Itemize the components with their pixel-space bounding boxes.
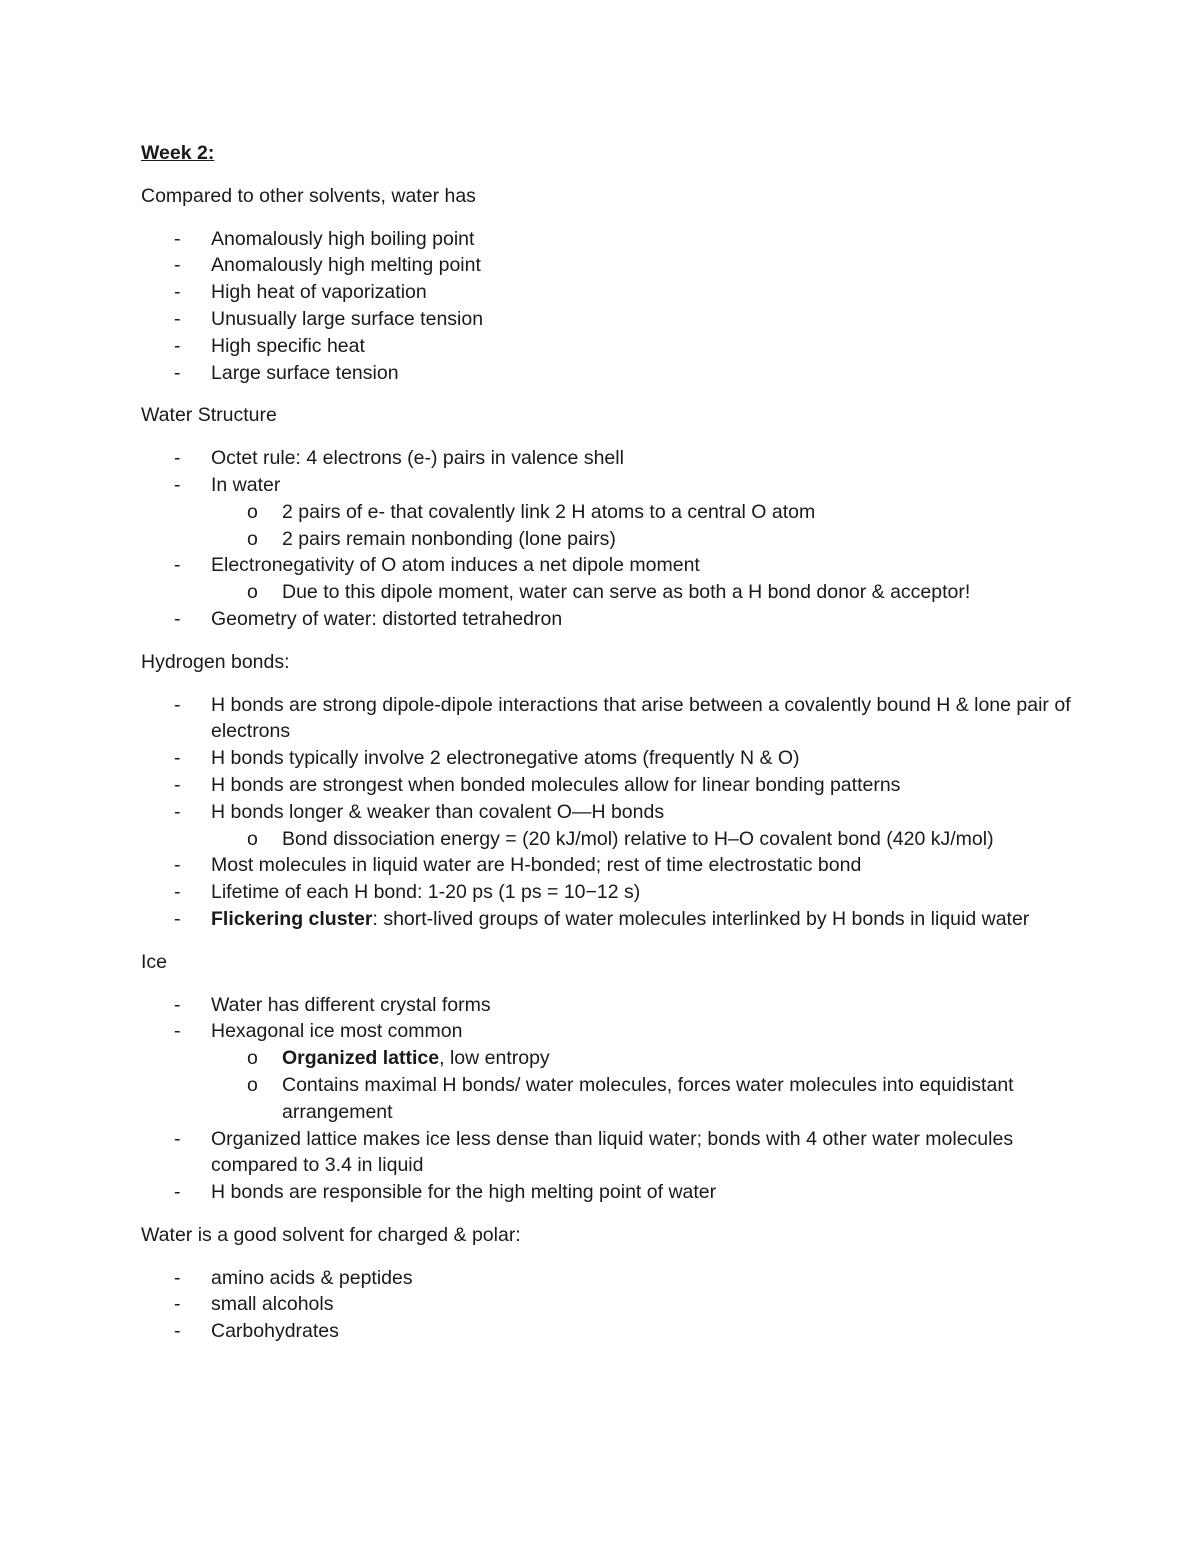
dash-bullet: - (174, 307, 181, 330)
bullet-list (141, 226, 1081, 387)
list-item-text: : short-lived groups of water molecules interlinked by H bonds in liquid water (372, 907, 1030, 930)
dash-bullet: - (174, 281, 181, 304)
sub-list-item-text: , low entropy (439, 1047, 550, 1070)
section-heading: Water is a good solvent for charged & polar: (141, 1223, 521, 1246)
sub-list-item-text: 2 pairs of e- that covalently link 2 H atoms to a central O atom (282, 500, 816, 523)
term-bold: Organized lattice (282, 1047, 440, 1070)
dash-bullet: - (174, 907, 181, 930)
dash-bullet: - (174, 554, 181, 577)
section-heading: Hydrogen bonds: (141, 650, 290, 673)
dash-bullet: - (174, 773, 181, 796)
sub-list-item-text: Bond dissociation energy = (20 kJ/mol) relative to H–O covalent bond (420 kJ/mol) (282, 827, 994, 850)
list-item (141, 852, 1081, 879)
dash-bullet: - (174, 361, 181, 384)
dash-bullet: - (174, 881, 181, 904)
list-item (141, 226, 1081, 253)
list-item (141, 445, 1081, 472)
list-item-text: Geometry of water: distorted tetrahedron (211, 607, 563, 630)
sub-list-item (211, 1045, 1081, 1072)
dash-bullet: - (174, 1181, 181, 1204)
term-bold: Flickering cluster (211, 907, 373, 930)
section-heading: Water Structure (141, 404, 277, 427)
sub-list-item (211, 1072, 1081, 1126)
circle-bullet: o (247, 500, 258, 523)
dash-bullet: - (174, 473, 181, 496)
sub-list (211, 826, 1081, 853)
circle-bullet: o (247, 827, 258, 850)
list-item (141, 333, 1081, 360)
sub-list-item-text: 2 pairs remain nonbonding (lone pairs) (282, 527, 616, 550)
dash-bullet: - (174, 854, 181, 877)
list-item-text: H bonds are responsible for the high melting point of water (211, 1181, 717, 1204)
list-item-text: Large surface tension (211, 361, 399, 384)
list-item (141, 306, 1081, 333)
list-item-text: High heat of vaporization (211, 281, 427, 304)
list-item-text: H bonds longer & weaker than covalent O—H bonds (211, 800, 665, 823)
dash-bullet: - (174, 993, 181, 1016)
sub-list-item (211, 826, 1081, 853)
sub-list (211, 579, 1081, 606)
sub-list-item (211, 526, 1081, 553)
list-item (141, 692, 1081, 746)
list-item (141, 472, 1081, 552)
list-item-text: Water has different crystal forms (211, 993, 491, 1016)
bullet-list (141, 445, 1081, 633)
bullet-list (141, 992, 1081, 1206)
sub-list (211, 1045, 1081, 1125)
dash-bullet: - (174, 1293, 181, 1316)
circle-bullet: o (247, 1073, 258, 1096)
list-item (141, 360, 1081, 387)
list-item (141, 552, 1081, 606)
list-item-text: Anomalously high melting point (211, 254, 481, 277)
list-item-text: In water (211, 473, 281, 496)
list-item-text: Lifetime of each H bond: 1-20 ps (1 ps = 10−12 s) (211, 881, 641, 904)
dash-bullet: - (174, 1020, 181, 1043)
sub-list (211, 499, 1081, 553)
list-item-text: H bonds are strongest when bonded molecules allow for linear bonding patterns (211, 773, 901, 796)
list-item (141, 1265, 1081, 1292)
dash-bullet: - (174, 1320, 181, 1343)
sub-list-item-text: Due to this dipole moment, water can serve as both a H bond donor & acceptor! (282, 581, 971, 604)
sub-list-item (211, 579, 1081, 606)
section-heading: Compared to other solvents, water has (141, 184, 476, 207)
list-item-text: H bonds typically involve 2 electronegative atoms (frequently N & O) (211, 747, 800, 770)
dash-bullet: - (174, 800, 181, 823)
list-item (141, 252, 1081, 279)
sub-list-item (211, 499, 1081, 526)
dash-bullet: - (174, 254, 181, 277)
dash-bullet: - (174, 693, 181, 716)
list-item-text: High specific heat (211, 334, 365, 357)
list-item (141, 279, 1081, 306)
page-title: Week 2: (141, 142, 215, 164)
bullet-list (141, 1265, 1081, 1345)
sub-list-item-text: Contains maximal H bonds/ water molecules, forces water molecules into equidistant arrangement (282, 1073, 1014, 1123)
document-body (141, 140, 1081, 1361)
list-item-text: Hexagonal ice most common (211, 1020, 463, 1043)
list-item-text: Electronegativity of O atom induces a net dipole moment (211, 554, 700, 577)
list-item (141, 992, 1081, 1019)
list-item-text: amino acids & peptides (211, 1266, 413, 1289)
dash-bullet: - (174, 334, 181, 357)
dash-bullet: - (174, 747, 181, 770)
dash-bullet: - (174, 1127, 181, 1150)
list-item (141, 606, 1081, 633)
list-item (141, 1018, 1081, 1125)
list-item (141, 906, 1081, 933)
circle-bullet: o (247, 581, 258, 604)
list-item-text: Unusually large surface tension (211, 307, 484, 330)
list-item-text: Octet rule: 4 electrons (e-) pairs in valence shell (211, 447, 624, 470)
list-item-text: Organized lattice makes ice less dense than liquid water; bonds with 4 other water molecules compared to 3.4 in liquid (211, 1127, 1014, 1177)
list-item (141, 1318, 1081, 1345)
dash-bullet: - (174, 1266, 181, 1289)
list-item-text: Anomalously high boiling point (211, 227, 475, 250)
circle-bullet: o (247, 527, 258, 550)
list-item (141, 1126, 1081, 1180)
list-item (141, 879, 1081, 906)
list-item (141, 1291, 1081, 1318)
section-heading: Ice (141, 950, 168, 973)
list-item-text: Carbohydrates (211, 1320, 339, 1343)
list-item (141, 745, 1081, 772)
dash-bullet: - (174, 447, 181, 470)
list-item (141, 1179, 1081, 1206)
list-item-text: small alcohols (211, 1293, 334, 1316)
list-item-text: Most molecules in liquid water are H-bonded; rest of time electrostatic bond (211, 854, 862, 877)
list-item-text: H bonds are strong dipole-dipole interactions that arise between a covalently bound H & lone pair of electrons (211, 693, 1071, 743)
circle-bullet: o (247, 1047, 258, 1070)
list-item (141, 772, 1081, 799)
list-item (141, 799, 1081, 853)
bullet-list (141, 692, 1081, 933)
dash-bullet: - (174, 607, 181, 630)
dash-bullet: - (174, 227, 181, 250)
